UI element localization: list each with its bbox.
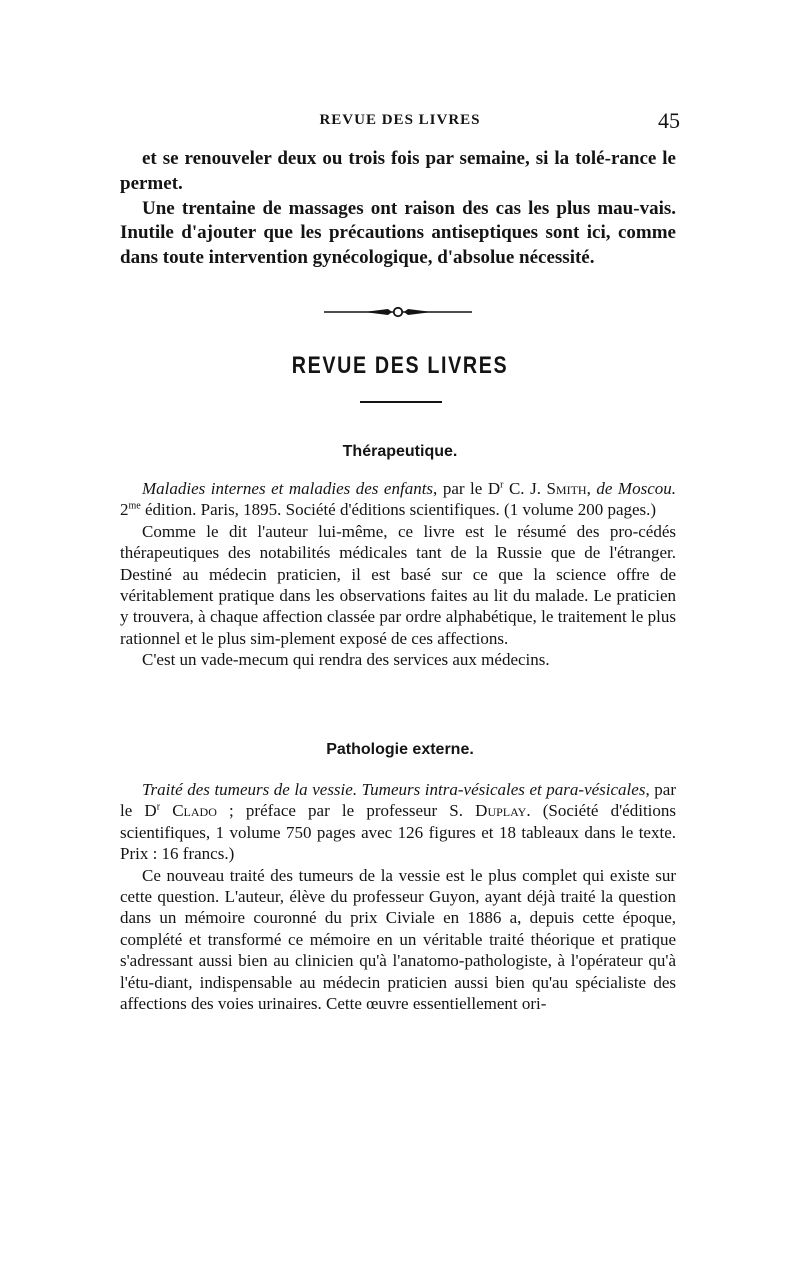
review-closing-therapeutique: C'est un vade-mecum qui rendra des services aux médecins. xyxy=(142,650,550,670)
author-clado: Clado xyxy=(160,801,217,821)
review-body-therapeutique: Comme le dit l'auteur lui-même, ce livre est le résumé des pro-cédés thérapeutiques des notabilités médicales tant de la Russie que de l'étranger. Destiné au médecin praticien, il est basé sur ce que la science offre de véritablement pratique dans les observations faites au lit du malade. Le praticien y trouvera, à chaque affection classée par ordre alphabétique, le traitement le plus rationnel et le plus sim-plement exposé de ces affections. xyxy=(120,521,676,648)
intro-paragraph-2: Une trentaine de massages ont raison des cas les plus mau-vais. Inutile d'ajouter que les précautions antiseptiques sont ici, comme dans toute intervention gynécologique, d'absolue nécessité. xyxy=(120,197,676,269)
ref-by-2: , par le D xyxy=(120,780,676,821)
reference-details: édition. Paris, 1895. Société d'éditions scientifiques. (1 volume 200 pages.) xyxy=(140,500,657,520)
reference-details-2: (Société d'éditions scientifiques, 1 volume 750 pages avec 126 figures et 18 tableaux dans le texte. Prix : 16 francs.) xyxy=(120,801,677,864)
intro-text xyxy=(120,147,676,271)
pathologie-section xyxy=(120,779,676,1014)
reference-therapeutique xyxy=(120,478,676,521)
edition-sup: me xyxy=(128,500,141,512)
reference-pathologie xyxy=(120,779,676,865)
ref-dr-sup-2: r xyxy=(156,801,161,813)
ref-by: , par le D xyxy=(433,479,501,498)
running-head xyxy=(120,108,680,136)
preface-text: ; préface par le professeur S. xyxy=(216,801,476,821)
section-title: REVUE DES LIVRES xyxy=(291,352,509,379)
edition-number: 2 xyxy=(120,500,129,520)
professor-duplay: Duplay. xyxy=(475,801,531,821)
ornament-divider xyxy=(324,304,472,320)
heading-pathologie: Pathologie externe. xyxy=(326,741,474,758)
author-place: de Moscou. xyxy=(596,479,676,498)
therapeutique-section xyxy=(120,478,676,671)
author-smith: C. J. Smith, xyxy=(503,479,591,498)
book-title-tumeurs: Traité des tumeurs de la vessie. Tumeurs intra-vésicales et para-vésicales xyxy=(142,780,646,799)
review-body-pathologie: Ce nouveau traité des tumeurs de la vessie est le plus complet qui existe sur cette question. L'auteur, élève du professeur Guyon, ayant déjà traité la question dans un mémoire couronné du prix Civiale en 1886 a, depuis cette époque, complété et transformé ce mémoire en un véritable traité théorique et pratique s'adressant aussi bien au clinicien qu'à l'anatomo-pathologiste, à l'opérateur qu'à l'étu-diant, indispensable au médecin praticien aussi bien qu'au spécialiste des affections des voies urinaires. Cette œuvre essentiellement ori- xyxy=(120,865,676,1014)
heading-therapeutique: Thérapeutique. xyxy=(342,443,458,460)
title-rule xyxy=(360,401,442,403)
running-title: REVUE DES LIVRES xyxy=(319,112,481,128)
book-title-maladies: Maladies internes et maladies des enfants xyxy=(142,479,434,498)
intro-paragraph-1: et se renouveler deux ou trois fois par semaine, si la tolé-rance le permet. xyxy=(120,148,676,194)
page-number: 45 xyxy=(658,108,680,133)
ref-dr-sup: r xyxy=(500,479,504,491)
